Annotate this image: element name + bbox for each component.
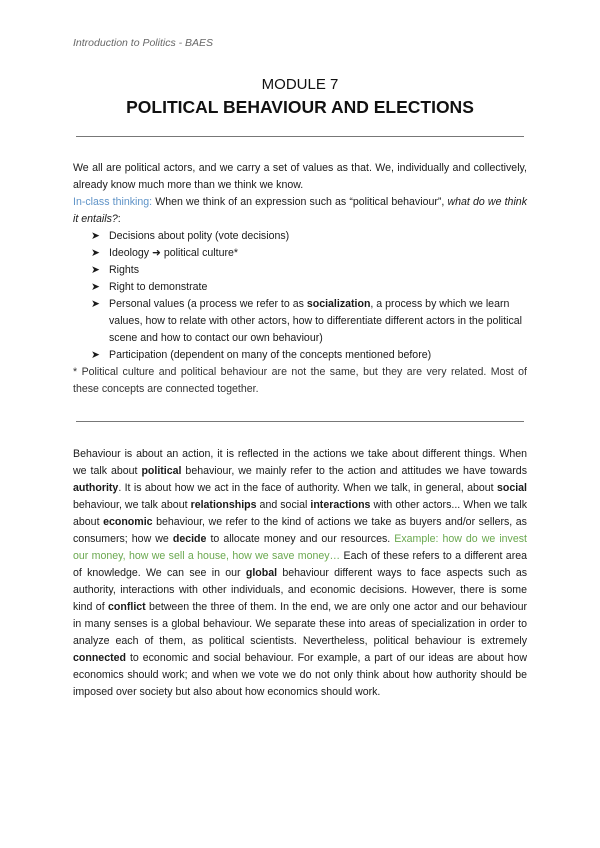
in-class-question xyxy=(73,194,527,228)
behaviour-paragraph: Behaviour is about an action, it is reflected in the actions we take about different things. When we talk about political behaviour, we mainly refer to the action and attitudes we have towards authority. It is about how we act in the face of authority. When we talk, in general, about social behaviour, we talk about relationships and social interactions with other actors... When we talk about economic behaviour, we refer to the kind of actions we take as buyers and/or sellers, as consumers; how we decide to allocate money and our resources. Example: how do we invest our money, how we sell a house, how we save money… Each of these refers to a different area of knowledge. We can see in our global behaviour different ways to face aspects such as authority, interactions with other individuals, and economic decisions. However, there is some kind of conflict between the three of them. In the end, we are only one actor and our behaviour in many senses is a global behaviour. We separate these into areas of specialization in order to analyze each of them, as political scientists. Nevertheless, political behaviour is extremely connected to economic and social behaviour. For example, a part of our ideas are about how economics should work; and when we vote we do not only think about how authority should be imposed over society but also about how economics should work. xyxy=(73,448,528,698)
question-italic: what do we think it entails? xyxy=(73,196,527,225)
list-item: ➤ Personal values (a process we refer to as socialization, a process by which we learn values, how to relate with other actors, how to differentiate different actors in the political scene and how to contact our own behaviour) xyxy=(91,298,522,344)
keyword: authority xyxy=(73,482,119,494)
keyword: economic xyxy=(103,516,153,528)
divider-top xyxy=(76,136,524,137)
section-behaviour xyxy=(73,446,527,701)
bullet-list xyxy=(73,228,527,364)
list-item: ➤ Right to demonstrate xyxy=(91,279,527,296)
question-lead: When we think of an expression such as “political behaviour”, xyxy=(152,196,448,208)
keyword: interactions xyxy=(310,499,371,511)
keyword: conflict xyxy=(108,601,146,613)
keyword: relationships xyxy=(190,499,257,511)
running-header: Introduction to Politics - BAES xyxy=(73,37,214,49)
list-item: ➤ Decisions about polity (vote decisions) xyxy=(91,228,527,245)
module-label: MODULE 7 xyxy=(261,76,339,93)
arrow-bullet-icon: ➤ xyxy=(91,247,100,259)
keyword: decide xyxy=(172,533,207,545)
keyword: connected xyxy=(73,652,126,664)
right-arrow-icon: ➜ xyxy=(152,247,161,259)
keyword: global xyxy=(245,567,278,579)
keyword: social xyxy=(496,482,527,494)
footnote: * Political culture and political behaviour are not the same, but they are very related. Most of these concepts are connected together. xyxy=(73,366,527,395)
arrow-bullet-icon: ➤ xyxy=(91,349,100,361)
list-item: ➤ Ideology ➜ political culture* xyxy=(91,245,527,262)
module-title: POLITICAL BEHAVIOUR AND ELECTIONS xyxy=(126,97,474,117)
list-item: ➤ Rights xyxy=(91,262,527,279)
keyword-socialization: socialization xyxy=(306,298,371,310)
section-in-class xyxy=(73,160,527,398)
arrow-bullet-icon: ➤ xyxy=(91,281,100,293)
list-item: ➤ Participation (dependent on many of the concepts mentioned before) xyxy=(91,347,527,364)
arrow-bullet-icon: ➤ xyxy=(91,230,100,242)
keyword: political xyxy=(141,465,182,477)
arrow-bullet-icon: ➤ xyxy=(91,264,100,276)
arrow-bullet-icon: ➤ xyxy=(91,298,100,310)
example-text: Example: how do we invest our money, how we sell a house, how we save money… xyxy=(73,533,527,562)
intro-paragraph: We all are political actors, and we carry a set of values as that. We, individually and collectively, already know much more than we think we know. xyxy=(73,162,527,191)
in-class-label: In-class thinking: xyxy=(73,196,153,208)
divider-middle xyxy=(76,421,524,422)
question-end: : xyxy=(117,213,121,225)
